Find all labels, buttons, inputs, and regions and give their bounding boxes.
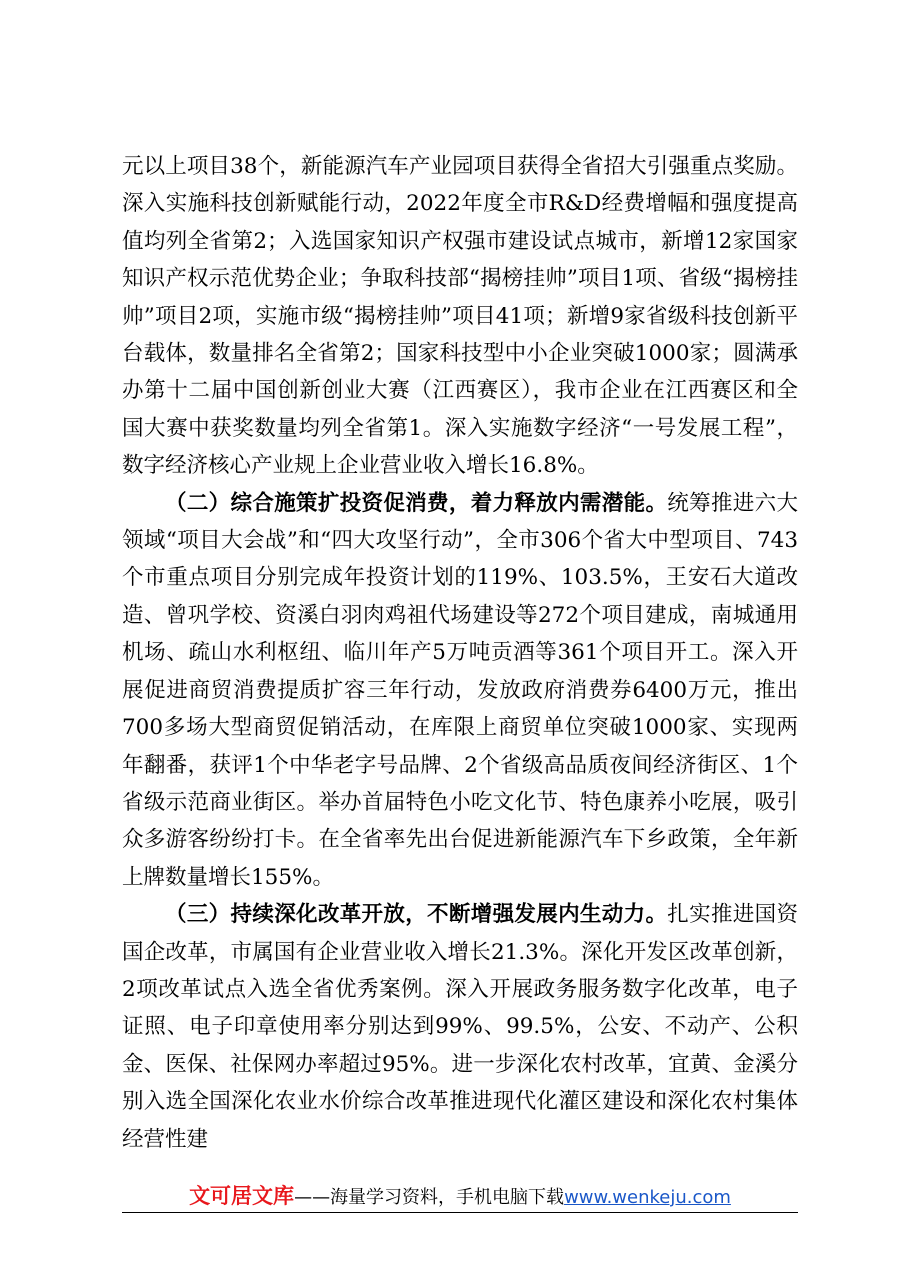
- footer-brand: 文可居文库: [189, 1184, 295, 1208]
- footer-slogan: ——海量学习资料，手机电脑下载: [294, 1187, 565, 1208]
- footer-link[interactable]: www.wenkeju.com: [564, 1187, 731, 1208]
- paragraph-3: [122, 896, 798, 1158]
- paragraph-3-text: 扎实推进国资国企改革，市属国有企业营业收入增长21.3%。深化开发区改革创新，2项改革试点入选全省优秀案例。深入开展政务服务数字化改革，电子证照、电子印章使用率分别达到99%、99.5%，公安、不动产、公积金、医保、社保网办率超过95%。进一步深化农村改革，宜黄、金溪分别入选全国深化农业水价综合改革推进现代化灌区建设和深化农村集体经营性建: [122, 902, 798, 1152]
- section-heading-2: （二）综合施策扩投资促消费，着力释放内需潜能。: [165, 490, 668, 516]
- paragraph-1: 元以上项目38个，新能源汽车产业园项目获得全省招大引强重点奖励。深入实施科技创新赋能行动，2022年度全市R&D经费增幅和强度提高值均列全省第2；入选国家知识产权强市建设试点城市，新增12家国家知识产权示范优势企业；争取科技部“揭榜挂帅”项目1项、省级“揭榜挂帅”项目2项，实施市级“揭榜挂帅”项目41项；新增9家省级科技创新平台载体，数量排名全省第2；国家科技型中小企业突破1000家；圆满承办第十二届中国创新创业大赛（江西赛区），我市企业在江西赛区和全国大赛中获奖数量均列全省第1。深入实施数字经济“一号发展工程”，数字经济核心产业规上企业营业收入增长16.8%。: [122, 154, 798, 479]
- page-footer: [122, 1180, 798, 1212]
- section-heading-3: （三）持续深化改革开放，不断增强发展内生动力。: [165, 902, 668, 928]
- document-body: [122, 148, 798, 1158]
- paragraph-2: [122, 485, 798, 896]
- footer-divider: [122, 1212, 798, 1213]
- paragraph-2-text: 统筹推进六大领域“项目大会战”和“四大攻坚行动”，全市306个省大中型项目、743个市重点项目分别完成年投资计划的119%、103.5%，王安石大道改造、曾巩学校、资溪白羽肉鸡祖代场建设等272个项目建成，南城通用机场、疏山水利枢纽、临川年产5万吨贡酒等361个项目开工。深入开展促进商贸消费提质扩容三年行动，发放政府消费券6400万元，推出700多场大型商贸促销活动，在库限上商贸单位突破1000家、实现两年翻番，获评1个中华老字号品牌、2个省级高品质夜间经济街区、1个省级示范商业街区。举办首届特色小吃文化节、特色康养小吃展，吸引众多游客纷纷打卡。在全省率先出台促进新能源汽车下乡政策，全年新上牌数量增长155%。: [122, 490, 798, 890]
